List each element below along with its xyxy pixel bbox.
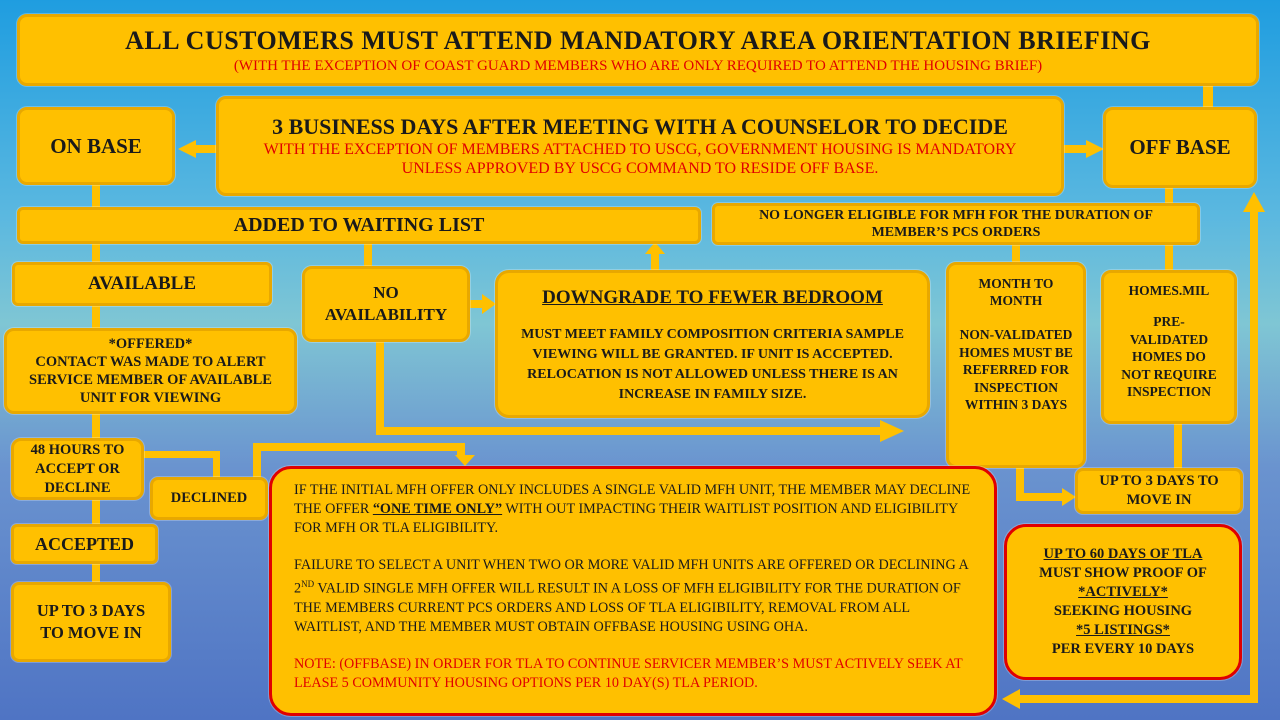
policy-p1-after: WITH OUT IMPACTING THEIR WAITLIST POSITION AND ELIGIBILITY FOR MFH OR TLA ELIGIBILITY. — [294, 501, 958, 536]
policy-p2-after: VALID SINGLE MFH OFFER WILL RESULT IN A LOSS OF MFH ELIGIBILITY FOR THE DURATION OF THE MEMBERS CURRENT PCS ORDERS AND LOSS OF TLA ELIGIBILITY, REMOVAL FROM ALL WAITLIST, AND THE MEMBER MUST OBTAIN OFFBASE HOUSING USING OHA. — [294, 580, 961, 635]
offered-box — [4, 328, 297, 414]
offered-body: CONTACT WAS MADE TO ALERT SERVICE MEMBER OF AVAILABLE UNIT FOR VIEWING — [29, 354, 272, 406]
decision-title: 3 BUSINESS DAYS AFTER MEETING WITH A COUNSELOR TO DECIDE — [272, 114, 1008, 139]
48-hours-box — [11, 438, 144, 500]
tla-line-4: SEEKING HOUSING — [1053, 603, 1193, 619]
policy-p1-emphasis: “ONE TIME ONLY” — [372, 501, 503, 517]
arrow-declined-policy — [455, 455, 475, 466]
month-to-month-title: MONTH TO MONTH — [978, 276, 1054, 308]
policy-paragraph-1 — [294, 481, 972, 538]
48-hours-label: 48 HOURS TO ACCEPT OR DECLINE — [30, 441, 125, 496]
arrow-to-onbase-shaft — [194, 145, 218, 153]
arrow-loop-tla — [1002, 689, 1020, 709]
no-availability-box — [302, 266, 470, 342]
arrow-noavail-downgrade — [482, 294, 496, 314]
homes-mil-title: HOMES.MIL — [1128, 283, 1210, 298]
tla-title: UP TO 60 DAYS OF TLA — [1043, 546, 1203, 562]
tla-box — [1004, 524, 1242, 680]
tla-line-3: *ACTIVELY* — [1078, 584, 1168, 600]
arrow-noavail-right — [880, 420, 904, 442]
policy-p2-before: FAILURE TO SELECT A UNIT WHEN TWO OR MORE VALID MFH UNITS ARE OFFERED OR DECLINING A 2 — [294, 557, 968, 597]
policy-paragraph-2 — [294, 556, 972, 637]
off-base-move-in-box — [1075, 468, 1243, 514]
accepted-label: ACCEPTED — [34, 533, 134, 554]
offered-title: *OFFERED* — [108, 336, 193, 352]
on-base-box — [17, 107, 175, 185]
arrow-to-offbase — [1086, 140, 1104, 158]
off-base-label: OFF BASE — [1129, 135, 1231, 159]
month-to-month-box — [946, 262, 1086, 468]
tla-line-2: MUST SHOW PROOF OF — [1039, 565, 1207, 581]
off-base-box — [1103, 107, 1257, 188]
policy-p1-before: IF THE INITIAL MFH OFFER ONLY INCLUDES A SINGLE VALID MFH UNIT, THE MEMBER MAY DECLINE THE OFFER — [294, 482, 971, 517]
waiting-list-box — [17, 207, 701, 244]
month-to-month-body: NON-VALIDATED HOMES MUST BE REFERRED FOR INSPECTION WITHIN 3 DAYS — [959, 327, 1073, 412]
declined-label: DECLINED — [170, 490, 248, 506]
arrow-to-offbase-shaft — [1064, 145, 1088, 153]
header-title: ALL CUSTOMERS MUST ATTEND MANDATORY AREA ORIENTATION BRIEFING — [125, 25, 1151, 55]
policy-box — [269, 466, 997, 716]
on-base-move-in-label: UP TO 3 DAYS TO MOVE IN — [36, 601, 146, 642]
ineligible-label: NO LONGER ELIGIBLE FOR MFH FOR THE DURATION OF MEMBER’S PCS ORDERS — [759, 208, 1153, 240]
homes-mil-body: PRE-VALIDATED HOMES DO NOT REQUIRE INSPECTION — [1121, 314, 1217, 399]
header-box — [17, 14, 1259, 86]
header-subtitle: (WITH THE EXCEPTION OF COAST GUARD MEMBERS WHO ARE ONLY REQUIRED TO ATTEND THE HOUSING BRIEF) — [233, 57, 1043, 74]
available-label: AVAILABLE — [87, 273, 197, 294]
waiting-list-label: ADDED TO WAITING LIST — [233, 214, 485, 236]
ineligible-box — [712, 203, 1200, 245]
arrow-to-onbase — [178, 140, 196, 158]
arrow-loop-offbase — [1243, 192, 1265, 212]
downgrade-title: DOWNGRADE TO FEWER BEDROOM — [542, 287, 883, 308]
accepted-box — [11, 524, 158, 564]
on-base-label: ON BASE — [50, 133, 142, 158]
downgrade-box — [495, 270, 930, 418]
decision-note: WITH THE EXCEPTION OF MEMBERS ATTACHED TO USCG, GOVERNMENT HOUSING IS MANDATORY UNLESS APPROVED BY USCG COMMAND TO RESIDE OFF BASE. — [263, 141, 1017, 177]
no-availability-label: NO AVAILABILITY — [324, 283, 448, 324]
tla-line-6: PER EVERY 10 DAYS — [1051, 641, 1195, 657]
declined-box — [150, 477, 268, 520]
on-base-move-in-box — [11, 582, 171, 662]
policy-note: NOTE: (OFFBASE) IN ORDER FOR TLA TO CONTINUE SERVICER MEMBER’S MUST ACTIVELY SEEK AT LEASE 5 COMMUNITY HOUSING OPTIONS PER 10 DAY(S) TLA PERIOD. — [294, 655, 963, 691]
decision-box — [216, 96, 1064, 196]
off-base-move-in-label: UP TO 3 DAYS TO MOVE IN — [1099, 473, 1219, 508]
policy-p2-sup: ND — [301, 579, 315, 589]
homes-mil-box — [1101, 270, 1237, 424]
tla-line-5: *5 LISTINGS* — [1076, 622, 1170, 638]
available-box — [12, 262, 272, 306]
downgrade-body: MUST MEET FAMILY COMPOSITION CRITERIA SAMPLE VIEWING WILL BE GRANTED. IF UNIT IS ACCEPTED. RELOCATION IS NOT ALLOWED UNLESS THERE IS AN INCREASE IN FAMILY SIZE. — [521, 327, 904, 402]
arrow-month-movein — [1062, 488, 1076, 506]
